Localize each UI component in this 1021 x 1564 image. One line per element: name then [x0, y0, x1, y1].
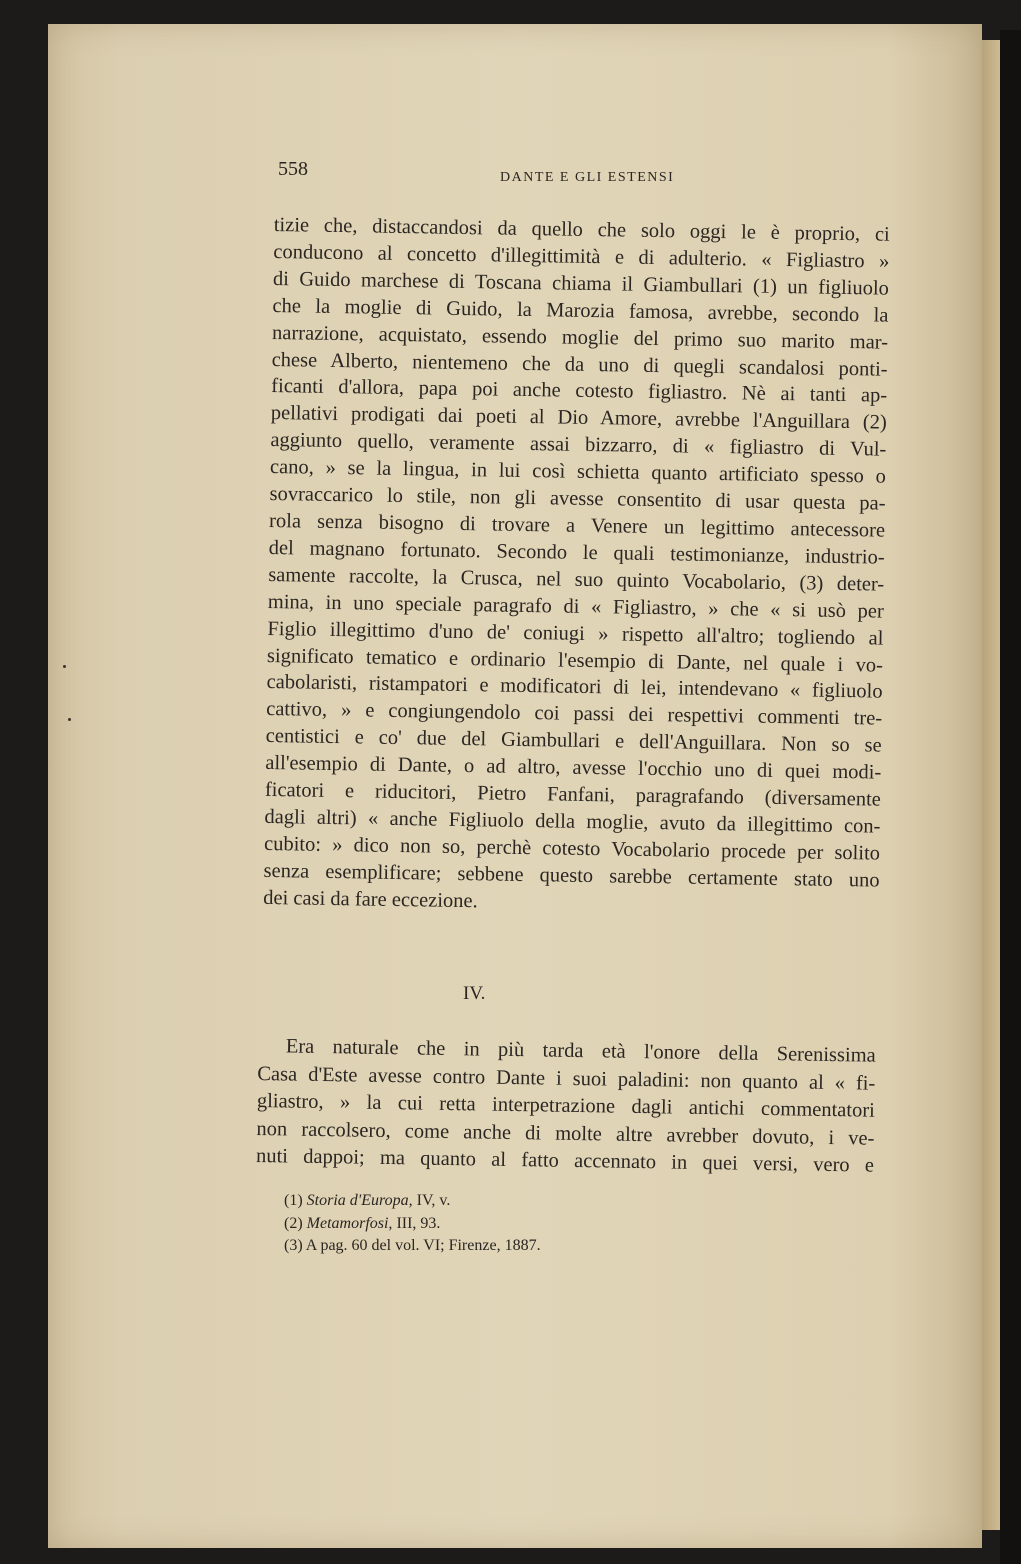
text-line: all'esempio di Dante, o ad altro, avesse l'occhio uno di quei modi- — [265, 752, 882, 784]
text-line: Era naturale che in più tarda età l'onore della Serenissima — [285, 1035, 876, 1067]
footnote-text: A pag. 60 del vol. VI; Firenze, 1887. — [305, 1237, 541, 1254]
text-line: ficatori e riducitori, Pietro Fanfani, paragrafando (diversamente — [264, 778, 882, 811]
footnote-mark: (3) — [284, 1237, 303, 1254]
footnote-text: III, 93. — [392, 1214, 441, 1232]
scan-background — [1000, 30, 1021, 1564]
footnote-title: Metamorfosi, — [306, 1214, 393, 1232]
margin-speck — [68, 718, 71, 721]
footnote — [284, 1213, 684, 1236]
section-number: IV. — [463, 983, 486, 1004]
text-line: ficanti d'allora, papa poi anche cotesto figliastro. Nè ai tanti ap- — [271, 375, 888, 408]
text-line: gliastro, » la cui retta interpetrazione dagli antichi commentatori — [256, 1089, 876, 1122]
text-line: pellativi prodigati dai poeti al Dio Amore, avrebbe l'Anguillara (2) — [270, 402, 887, 434]
page-edge — [982, 40, 1000, 1530]
section-paragraph — [256, 1033, 876, 1180]
text-line: che la moglie di Guido, la Marozia famosa, avrebbe, secondo la — [272, 294, 889, 327]
text-line: rola senza bisogno di trovare a Venere un legittimo antecessore — [268, 509, 886, 542]
text-line: significato tematico e ordinario l'esempio di Dante, nel quale i vo- — [266, 644, 884, 677]
text-line: cano, » se la lingua, in lui così schietta quanto artificiato spesso o — [269, 456, 887, 488]
footnotes — [284, 1190, 684, 1258]
text-line: tizie che, distaccandosi da quello che solo oggi le è proprio, ci — [273, 213, 890, 246]
text-line: cubito: » dico non so, perchè cotesto Vocabolario procede per solito — [263, 832, 881, 865]
page-number: 558 — [278, 158, 308, 180]
text-line: narrazione, acquistato, essendo moglie del primo suo marito mar- — [271, 321, 889, 354]
text-line: cattivo, » e congiungendolo coi passi dei respettivi commenti tre- — [266, 698, 883, 730]
text-line: conducono al concetto d'illegittimità e di adulterio. « Figliastro » — [273, 240, 890, 273]
footnote-mark: (1) — [284, 1192, 303, 1209]
page-header — [278, 158, 918, 198]
text-line: dagli altri) « anche Figliuolo della moglie, avuto da illegittimo con- — [264, 805, 881, 838]
body-paragraph — [263, 212, 890, 921]
text-line: senza esemplificare; sebbene questo sarebbe certamente stato uno — [263, 859, 880, 892]
footnote-text: IV, v. — [412, 1192, 451, 1209]
text-line: Casa d'Este avesse contro Dante i suoi paladini: non quanto al « fi- — [257, 1062, 876, 1095]
footnote — [284, 1190, 684, 1213]
footnote-mark: (2) — [284, 1214, 303, 1232]
text-line: aggiunto quello, veramente assai bizzarro, di « figliastro di Vul- — [270, 429, 887, 461]
text-line: del magnano fortunato. Secondo le quali testimonianze, industrio- — [268, 536, 885, 569]
text-line: sovraccarico lo stile, non gli avesse consentito di usar questa pa- — [269, 483, 886, 515]
text-line: cabolaristi, ristampatori e modificatori di lei, intendevano « figliuolo — [266, 671, 883, 704]
text-line: Figlio illegittimo d'uno de' coniugi » rispetto all'altro; togliendo al — [267, 617, 884, 650]
text-line: chese Alberto, nientemeno che da uno di quegli scandalosi ponti- — [271, 348, 888, 381]
text-line: nuti dappoi; ma quanto al fatto accennato in quei versi, vero e — [255, 1144, 875, 1177]
text-line: di Guido marchese di Toscana chiama il Giambullari (1) un figliuolo — [272, 267, 890, 300]
margin-speck — [63, 665, 66, 668]
footnote — [284, 1235, 684, 1258]
footnote-title: Storia d'Europa, — [306, 1192, 413, 1209]
text-line: samente raccolte, la Crusca, nel suo quinto Vocabolario, (3) deter- — [268, 563, 885, 596]
text-line: dei casi da fare eccezione. — [263, 886, 478, 912]
text-line: non raccolsero, come anche di molte altre avrebber dovuto, i ve- — [256, 1117, 875, 1150]
text-line: centistici e co' due del Giambullari e dell'Anguillara. Non so se — [265, 725, 882, 757]
running-title: DANTE E GLI ESTENSI — [500, 170, 675, 185]
text-line: mina, in uno speciale paragrafo di « Figliastro, » che « si usò per — [267, 590, 884, 623]
